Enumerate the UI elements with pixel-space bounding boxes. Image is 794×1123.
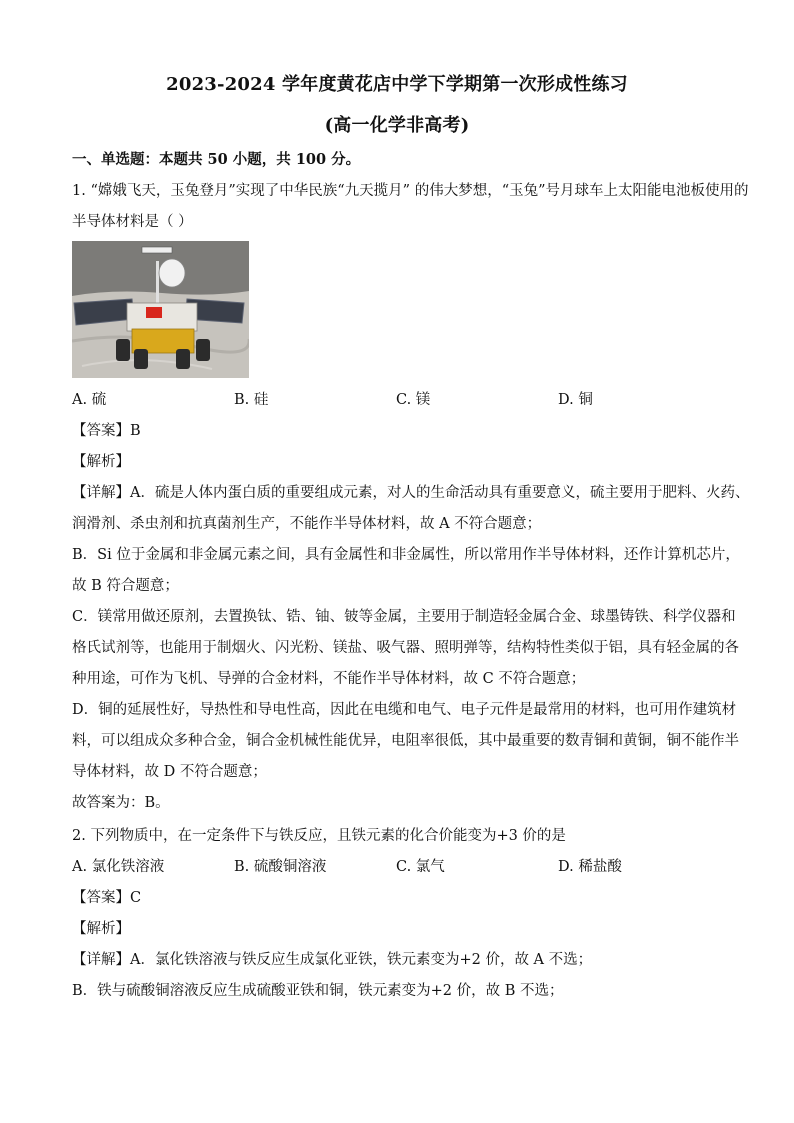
- q1-answer: 【答案】B: [72, 423, 141, 439]
- q2-analysis-label: 【解析】: [72, 921, 130, 937]
- q2-option-b: B. 硫酸铜溶液: [234, 859, 327, 875]
- q1-detail-line: 格氏试剂等，也能用于制烟火、闪光粉、镁盐、吸气器、照明弹等，结构特性类似于铝，具有轻金属的各: [72, 640, 739, 656]
- rover-wheel-4: [196, 339, 210, 361]
- q1-detail-line: 润滑剂、杀虫剂和抗真菌剂生产，不能作半导体材料，故 A 不符合题意；: [72, 516, 542, 532]
- rover-wheel-3: [176, 349, 190, 369]
- q2-option-d: D. 稀盐酸: [558, 859, 622, 875]
- q1-detail-line: 故 B 符合题意；: [72, 578, 179, 594]
- rover-wheel-1: [116, 339, 130, 361]
- q1-detail-line: D．铜的延展性好，导热性和导电性高，因此在电缆和电气、电子元件是最常用的材料，也可用作建筑材: [72, 702, 737, 718]
- q1-option-d: D. 铜: [558, 392, 593, 408]
- q2-option-c: C. 氯气: [396, 859, 445, 875]
- rover-flag: [146, 307, 162, 318]
- q2-stem: 2. 下列物质中，在一定条件下与铁反应，且铁元素的化合价能变为+3 价的是: [72, 828, 566, 844]
- q1-detail-line: 导体材料，故 D 不符合题意；: [72, 764, 267, 780]
- rover-mast: [156, 261, 159, 309]
- q1-detail-line: B．Si 位于金属和非金属元素之间，具有金属性和非金属性，所以常用作半导体材料，还作计算机芯片，: [72, 547, 740, 563]
- rover-camera: [142, 247, 172, 253]
- q2-detail-line: 【详解】A．氯化铁溶液与铁反应生成氯化亚铁，铁元素变为+2 价，故 A 不选；: [72, 952, 593, 968]
- q1-stem-line2: 半导体材料是（ ）: [72, 214, 193, 230]
- lunar-rover-photo: [72, 241, 249, 378]
- section-heading: 一、单选题：本题共 50 小题，共 100 分。: [72, 151, 361, 168]
- q1-analysis-label: 【解析】: [72, 454, 130, 470]
- q1-option-b: B. 硅: [234, 392, 269, 408]
- q1-detail-line: 【详解】A．硫是人体内蛋白质的重要组成元素，对人的生命活动具有重要意义，硫主要用于肥料、火药、: [72, 485, 750, 501]
- rover-antenna-dish: [159, 259, 185, 287]
- page-title: 2023-2024 学年度黄花店中学下学期第一次形成性练习: [166, 74, 628, 95]
- q1-conclusion: 故答案为：B。: [72, 795, 170, 811]
- q2-detail-line: B．铁与硫酸铜溶液反应生成硫酸亚铁和铜，铁元素变为+2 价，故 B 不选；: [72, 983, 564, 999]
- q1-option-c: C. 镁: [396, 392, 431, 408]
- page-subtitle: (高一化学非高考): [324, 115, 470, 136]
- q1-option-a: A. 硫: [72, 392, 107, 408]
- rover-wheel-2: [134, 349, 148, 369]
- q2-answer: 【答案】C: [72, 890, 142, 906]
- q2-option-a: A. 氯化铁溶液: [72, 859, 165, 875]
- q1-detail-line: 料，可以组成众多种合金，铜合金机械性能优异，电阻率很低，其中最重要的数青铜和黄铜，铜不能作半: [72, 733, 739, 749]
- q1-detail-line: 种用途，可作为飞机、导弹的合金材料，不能作半导体材料，故 C 不符合题意；: [72, 671, 586, 687]
- q1-detail-line: C．镁常用做还原剂，去置换钛、锆、铀、铍等金属，主要用于制造轻金属合金、球墨铸铁、科学仪器和: [72, 609, 736, 625]
- q1-stem-line1: 1. “嫦娥飞天，玉兔登月”实现了中华民族“九天揽月” 的伟大梦想，“玉兔”号月球车上太阳能电池板使用的: [72, 183, 749, 199]
